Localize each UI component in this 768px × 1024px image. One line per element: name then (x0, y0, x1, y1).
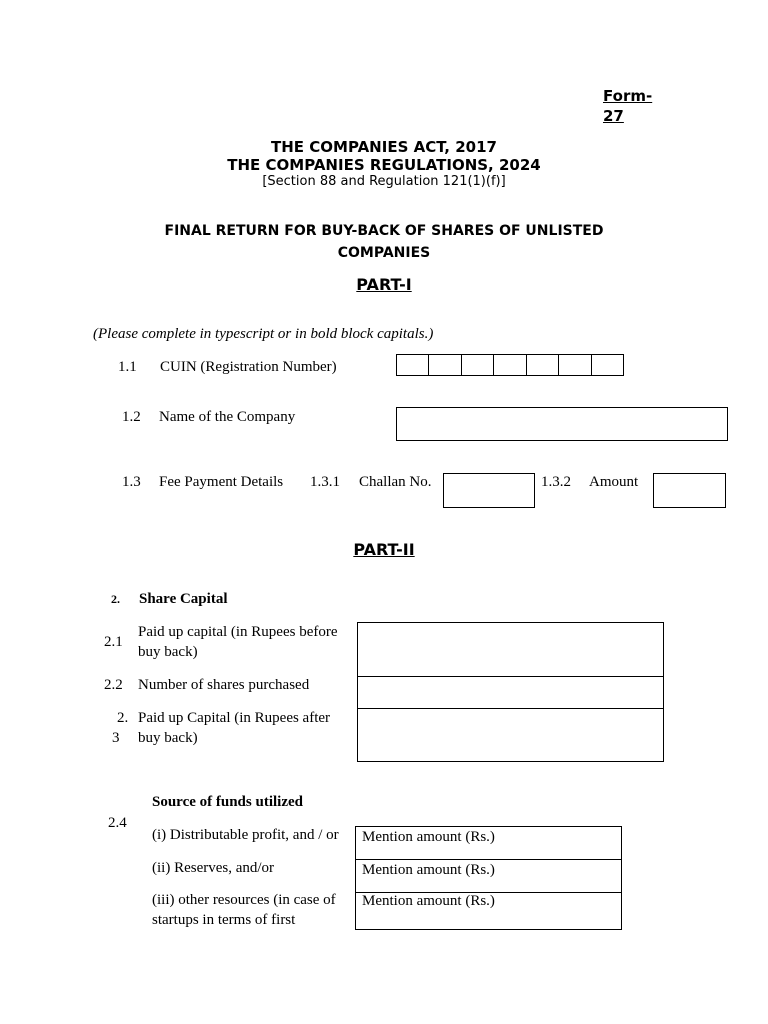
funds-item-label: (ii) Reserves, and/or (152, 860, 275, 876)
amount-field[interactable] (653, 473, 726, 508)
row-2-1-label: Paid up capital (in Rupees before buy back) (138, 624, 338, 660)
company-name-number: 1.2 (122, 409, 141, 425)
share-capital-number: 2. (111, 592, 120, 606)
row-2-2-label: Number of shares purchased (138, 677, 310, 693)
row-2-2-number: 2.2 (104, 677, 123, 693)
act-title: THE COMPANIES ACT, 2017 (271, 138, 497, 156)
row-2-3-number-a: 2. (117, 710, 129, 726)
cuin-cell[interactable] (526, 355, 558, 376)
fee-label: Fee Payment Details (159, 474, 284, 490)
challan-field[interactable] (443, 473, 535, 508)
amount-label: Amount (589, 474, 639, 490)
cuin-cell[interactable] (397, 355, 429, 376)
row-2-3-label: Paid up Capital (in Rupees after buy back) (138, 710, 331, 746)
cuin-input-grid[interactable] (396, 354, 624, 376)
instruction-text: (Please complete in typescript or in bold block capitals.) (93, 326, 434, 342)
paid-up-before-field[interactable] (357, 622, 664, 677)
challan-label: Challan No. (359, 474, 432, 490)
challan-number: 1.3.1 (310, 474, 340, 490)
reserves-field[interactable] (355, 859, 622, 893)
funds-item-label: (i) Distributable profit, and / or (152, 827, 339, 843)
row-2-1-number: 2.1 (104, 634, 123, 650)
form-number: Form-27 (603, 87, 653, 125)
cuin-cell[interactable] (461, 355, 493, 376)
funds-item-label: (iii) other resources (in case of startups in terms of first (152, 892, 336, 928)
share-capital-heading: Share Capital (139, 591, 228, 607)
cuin-cell[interactable] (559, 355, 591, 376)
field-hint: Mention amount (Rs.) (362, 862, 495, 878)
funds-number: 2.4 (108, 815, 127, 831)
cuin-number: 1.1 (118, 359, 137, 375)
other-resources-field[interactable] (355, 892, 622, 930)
cuin-label: CUIN (Registration Number) (160, 359, 337, 375)
paid-up-after-field[interactable] (357, 708, 664, 762)
field-hint: Mention amount (Rs.) (362, 893, 495, 909)
field-hint: Mention amount (Rs.) (362, 829, 495, 845)
amount-number: 1.3.2 (541, 474, 571, 490)
cuin-cell[interactable] (591, 355, 623, 376)
shares-purchased-field[interactable] (357, 676, 664, 709)
section-reference: [Section 88 and Regulation 121(1)(f)] (262, 174, 506, 189)
part-2-heading: PART-II (353, 540, 415, 559)
regulations-title: THE COMPANIES REGULATIONS, 2024 (227, 156, 541, 174)
part-1-heading: PART-I (356, 275, 412, 294)
cuin-cell[interactable] (429, 355, 461, 376)
company-name-field[interactable] (396, 407, 728, 441)
distributable-profit-field[interactable] (355, 826, 622, 860)
row-2-3-number-b: 3 (112, 730, 120, 746)
funds-heading: Source of funds utilized (152, 794, 303, 810)
cuin-cell[interactable] (494, 355, 526, 376)
fee-number: 1.3 (122, 474, 141, 490)
form-title: FINAL RETURN FOR BUY-BACK OF SHARES OF UNLISTED COMPANIES (164, 223, 604, 261)
company-name-label: Name of the Company (159, 409, 296, 425)
